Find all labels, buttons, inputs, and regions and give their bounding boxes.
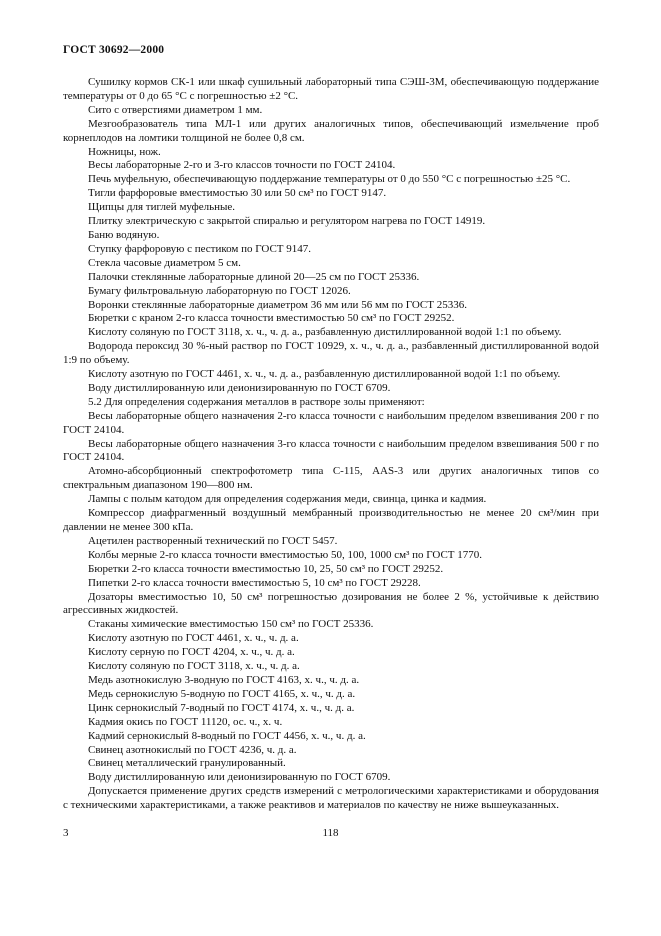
body-paragraph: 5.2 Для определения содержания металлов в растворе золы применяют: [88, 395, 425, 408]
body-paragraph: Кислоту серную по ГОСТ 4204, х. ч., ч. д. а. [88, 646, 295, 659]
body-paragraph: Дозаторы вместимостью 10, 50 см³ погрешностью дозирования не более 2 %, устойчивые к действию агрессивных жидкостей. [63, 590, 599, 617]
body-paragraph: Лампы с полым катодом для определения содержания меди, свинца, цинка и кадмия. [88, 493, 487, 506]
body-paragraph: Весы лабораторные 2-го и 3-го классов точности по ГОСТ 24104. [88, 159, 396, 172]
body-paragraph: Водорода пероксид 30 %-ный раствор по ГОСТ 10929, х. ч., ч. д. а., разбавленный дистиллированной водой 1:9 по объему. [63, 340, 599, 367]
page-number: 118 [322, 827, 339, 839]
body-paragraph: Кислоту азотную по ГОСТ 4461, х. ч., ч. д. а., разбавленную дистиллированной водой 1:1 по объему. [88, 368, 561, 381]
document-body [63, 76, 599, 813]
body-paragraph: Весы лабораторные общего назначения 2-го класса точности с наибольшим пределом взвешивания 200 г по ГОСТ 24104. [63, 409, 599, 436]
body-paragraph: Тигли фарфоровые вместимостью 30 или 50 см³ по ГОСТ 9147. [88, 187, 387, 200]
body-paragraph: Кислоту азотную по ГОСТ 4461, х. ч., ч. д. а. [88, 632, 299, 645]
body-paragraph: Бюретки с краном 2-го класса точности вместимостью 50 см³ по ГОСТ 29252. [88, 312, 455, 325]
body-paragraph: Свинец металлический гранулированный. [88, 757, 286, 770]
body-paragraph: Воду дистиллированную или деионизированную по ГОСТ 6709. [88, 771, 391, 784]
body-paragraph: Медь сернокислую 5-водную по ГОСТ 4165, х. ч., ч. д. а. [88, 687, 356, 700]
body-paragraph: Стекла часовые диаметром 5 см. [88, 256, 241, 269]
body-paragraph: Атомно-абсорбционный спектрофотометр типа С-115, AAS-3 или других аналогичных типов со спектральным диапазоном 190—800 нм. [63, 465, 599, 492]
standard-header: ГОСТ 30692—2000 [63, 44, 165, 56]
body-paragraph: Баню водяную. [88, 228, 160, 241]
body-paragraph: Бумагу фильтровальную лабораторную по ГОСТ 12026. [88, 284, 351, 297]
page-marker: 3 [63, 827, 69, 839]
body-paragraph: Печь муфельную, обеспечивающую поддержание температуры от 0 до 550 °С с погрешностью ±25 °С. [88, 173, 571, 186]
body-paragraph: Воронки стеклянные лабораторные диаметром 36 мм или 56 мм по ГОСТ 25336. [88, 298, 467, 311]
body-paragraph: Мезгообразователь типа МЛ-1 или других аналогичных типов, обеспечивающий измельчение проб корнеплодов на ломтики толщиной не более 0,8 см. [63, 117, 599, 144]
body-paragraph: Весы лабораторные общего назначения 3-го класса точности с наибольшим пределом взвешивания 500 г по ГОСТ 24104. [63, 437, 599, 464]
body-paragraph: Палочки стеклянные лабораторные длиной 20—25 см по ГОСТ 25336. [88, 270, 420, 283]
body-paragraph: Свинец азотнокислый по ГОСТ 4236, ч. д. а. [88, 743, 297, 756]
body-paragraph: Медь азотнокислую 3-водную по ГОСТ 4163, х. ч., ч. д. а. [88, 673, 360, 686]
body-paragraph: Бюретки 2-го класса точности вместимостью 10, 25, 50 см³ по ГОСТ 29252. [88, 562, 444, 575]
body-paragraph: Ацетилен растворенный технический по ГОСТ 5457. [88, 534, 338, 547]
body-paragraph: Пипетки 2-го класса точности вместимостью 5, 10 см³ по ГОСТ 29228. [88, 576, 421, 589]
body-paragraph: Воду дистиллированную или деионизированную по ГОСТ 6709. [88, 381, 391, 394]
body-paragraph: Цинк сернокислый 7-водный по ГОСТ 4174, х. ч., ч. д. а. [88, 701, 355, 714]
body-paragraph: Стаканы химические вместимостью 150 см³ по ГОСТ 25336. [88, 618, 374, 631]
body-paragraph: Ступку фарфоровую с пестиком по ГОСТ 9147. [88, 242, 311, 255]
body-paragraph: Сушилку кормов СК-1 или шкаф сушильный лабораторный типа СЭШ-3М, обеспечивающую поддержание температуры от 0 до 65 °С с погрешностью ±2 °С. [63, 76, 599, 102]
body-paragraph: Сито с отверстиями диаметром 1 мм. [88, 103, 263, 116]
body-paragraph: Допускается применение других средств измерений с метрологическими характеристиками и оборудования с техническими характеристиками, а также реактивов и материалов по качеству не ниже вышеуказанных. [63, 785, 599, 812]
body-paragraph: Плитку электрическую с закрытой спиралью и регулятором нагрева по ГОСТ 14919. [88, 215, 486, 228]
body-paragraph: Кислоту соляную по ГОСТ 3118, х. ч., ч. д. а., разбавленную дистиллированной водой 1:1 по объему. [88, 326, 562, 339]
body-paragraph: Компрессор диафрагменный воздушный мембранный производительностью не менее 20 см³/мин при давлении не менее 300 кПа. [63, 507, 599, 533]
body-paragraph: Кадмия окись по ГОСТ 11120, ос. ч., х. ч. [88, 715, 283, 728]
body-paragraph: Ножницы, нож. [88, 145, 161, 158]
body-paragraph: Колбы мерные 2-го класса точности вместимостью 50, 100, 1000 см³ по ГОСТ 1770. [88, 548, 483, 561]
body-paragraph: Щипцы для тиглей муфельные. [88, 201, 236, 214]
body-paragraph: Кадмий сернокислый 8-водный по ГОСТ 4456, х. ч., ч. д. а. [88, 729, 366, 742]
body-paragraph: Кислоту соляную по ГОСТ 3118, х. ч., ч. д. а. [88, 660, 300, 673]
